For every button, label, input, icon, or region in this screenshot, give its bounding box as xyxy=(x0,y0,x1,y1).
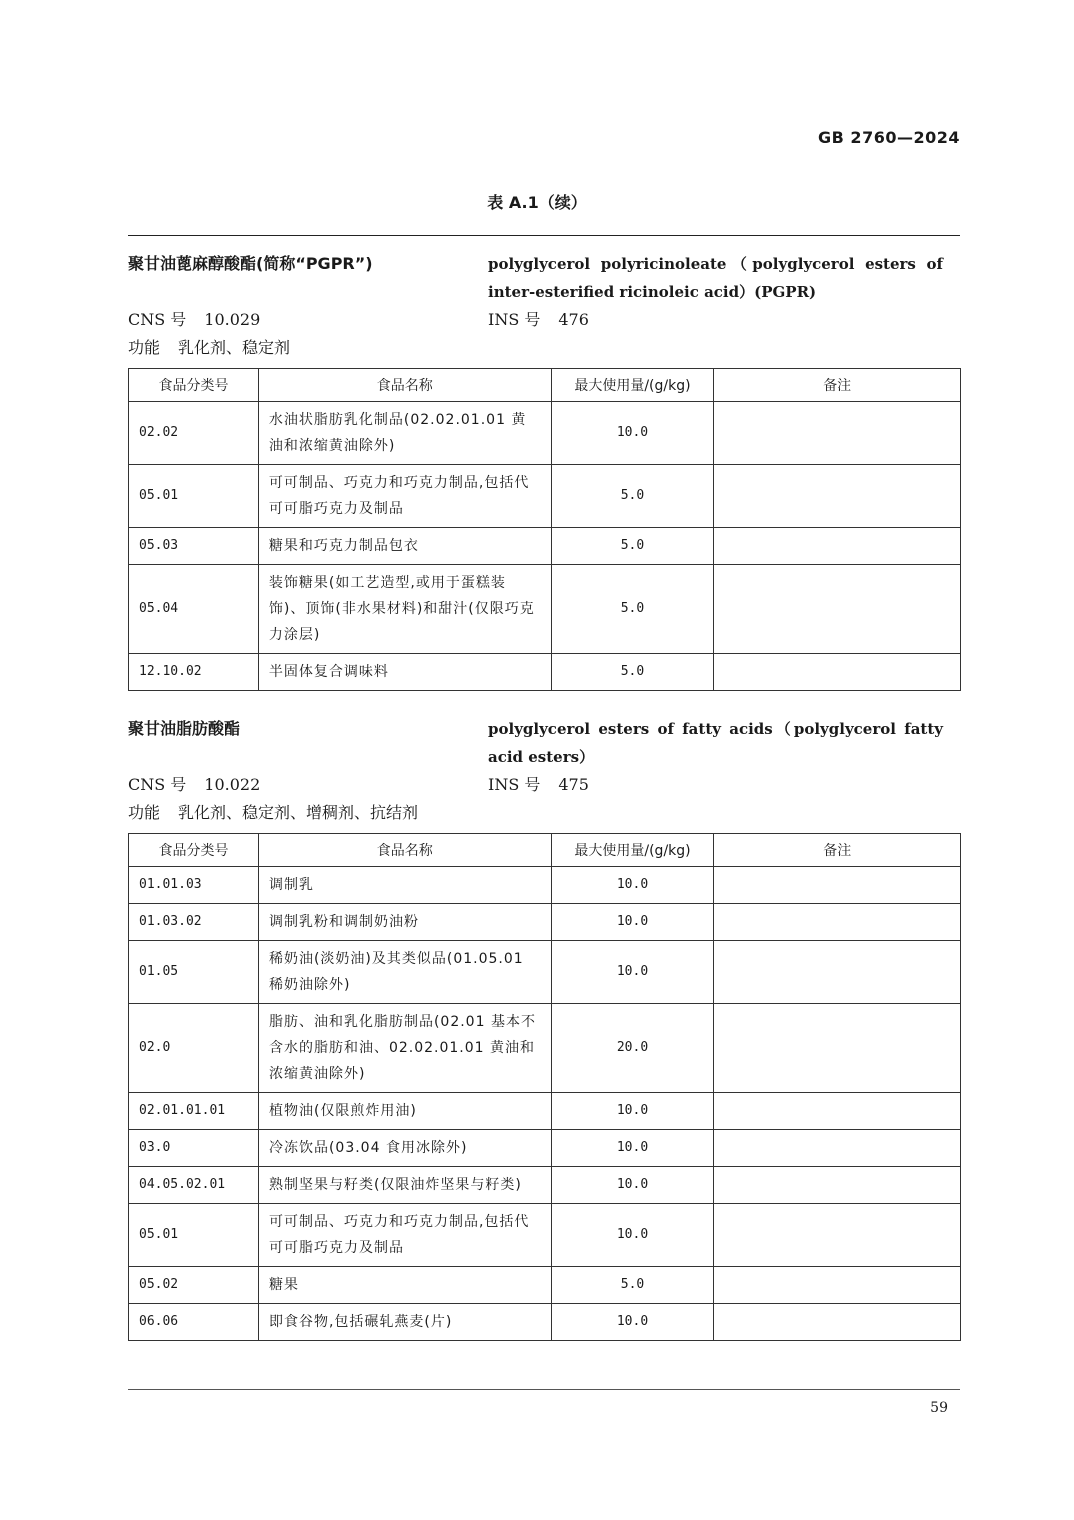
page-number: 59 xyxy=(930,1400,948,1416)
food-code: 06.06 xyxy=(129,1304,259,1341)
max-usage: 20.0 xyxy=(551,1004,714,1093)
note xyxy=(714,565,961,654)
food-code: 12.10.02 xyxy=(129,654,259,691)
function-line: 功能 乳化剂、稳定剂、增稠剂、抗结剂 xyxy=(128,803,419,822)
food-name: 稀奶油(淡奶油)及其类似品(01.05.01 稀奶油除外) xyxy=(258,941,551,1004)
col-header-code: 食品分类号 xyxy=(129,369,259,402)
food-name: 糖果和巧克力制品包衣 xyxy=(258,528,551,565)
food-name: 糖果 xyxy=(258,1267,551,1304)
table-row xyxy=(129,565,961,654)
table-row xyxy=(129,1204,961,1267)
note xyxy=(714,1130,961,1167)
food-code: 05.04 xyxy=(129,565,259,654)
ins-number: INS 号 476 xyxy=(488,310,589,329)
table-row xyxy=(129,1167,961,1204)
table-row xyxy=(129,1130,961,1167)
food-code: 04.05.02.01 xyxy=(129,1167,259,1204)
usage-table-pgfe xyxy=(128,833,961,1341)
col-header-food: 食品名称 xyxy=(258,369,551,402)
note xyxy=(714,1167,961,1204)
food-name: 可可制品、巧克力和巧克力制品,包括代可可脂巧克力及制品 xyxy=(258,1204,551,1267)
food-code: 05.03 xyxy=(129,528,259,565)
note xyxy=(714,402,961,465)
note xyxy=(714,1004,961,1093)
bottom-rule xyxy=(128,1389,960,1390)
table-header-row xyxy=(129,369,961,402)
top-rule xyxy=(128,235,960,236)
max-usage: 5.0 xyxy=(551,565,714,654)
table-row xyxy=(129,654,961,691)
table-row xyxy=(129,1304,961,1341)
note xyxy=(714,654,961,691)
food-name: 脂肪、油和乳化脂肪制品(02.01 基本不含水的脂肪和油、02.02.01.01 黄油和浓缩黄油除外) xyxy=(258,1004,551,1093)
food-code: 05.01 xyxy=(129,1204,259,1267)
food-name: 调制乳粉和调制奶油粉 xyxy=(258,904,551,941)
food-name: 半固体复合调味料 xyxy=(258,654,551,691)
food-name: 即食谷物,包括碾轧燕麦(片) xyxy=(258,1304,551,1341)
col-header-note: 备注 xyxy=(714,834,961,867)
food-code: 02.02 xyxy=(129,402,259,465)
note xyxy=(714,1267,961,1304)
food-code: 01.03.02 xyxy=(129,904,259,941)
col-header-code: 食品分类号 xyxy=(129,834,259,867)
table-row xyxy=(129,1267,961,1304)
additive-header-pgpr xyxy=(128,250,960,362)
max-usage: 10.0 xyxy=(551,1093,714,1130)
note xyxy=(714,528,961,565)
additive-en-name: polyglycerol esters of fatty acids（polyglycerol fatty acid esters） xyxy=(488,720,943,766)
note xyxy=(714,1204,961,1267)
note xyxy=(714,1093,961,1130)
additive-en-name: polyglycerol polyricinoleate（polyglycerol esters of inter-esterified ricinoleic acid）(PGPR) xyxy=(488,255,943,301)
table-header-row xyxy=(129,834,961,867)
col-header-max: 最大使用量/(g/kg) xyxy=(551,834,714,867)
table-row xyxy=(129,528,961,565)
table-row xyxy=(129,941,961,1004)
table-row xyxy=(129,904,961,941)
food-name: 可可制品、巧克力和巧克力制品,包括代可可脂巧克力及制品 xyxy=(258,465,551,528)
cns-number: CNS 号 10.029 xyxy=(128,310,261,329)
food-code: 01.05 xyxy=(129,941,259,1004)
col-header-max: 最大使用量/(g/kg) xyxy=(551,369,714,402)
additive-zh-name: 聚甘油脂肪酸酯 xyxy=(128,719,241,738)
food-name: 植物油(仅限煎炸用油) xyxy=(258,1093,551,1130)
food-code: 02.0 xyxy=(129,1004,259,1093)
table-row xyxy=(129,402,961,465)
max-usage: 10.0 xyxy=(551,867,714,904)
function-line: 功能 乳化剂、稳定剂 xyxy=(128,338,291,357)
food-code: 05.01 xyxy=(129,465,259,528)
table-row xyxy=(129,1004,961,1093)
food-code: 03.0 xyxy=(129,1130,259,1167)
max-usage: 5.0 xyxy=(551,654,714,691)
col-header-food: 食品名称 xyxy=(258,834,551,867)
additive-header-pgfe xyxy=(128,715,960,827)
food-code: 02.01.01.01 xyxy=(129,1093,259,1130)
max-usage: 5.0 xyxy=(551,465,714,528)
ins-number: INS 号 475 xyxy=(488,775,589,794)
max-usage: 5.0 xyxy=(551,1267,714,1304)
note xyxy=(714,465,961,528)
table-caption: 表 A.1（续） xyxy=(487,193,587,212)
usage-table-pgpr xyxy=(128,368,961,691)
note xyxy=(714,867,961,904)
standard-code: GB 2760—2024 xyxy=(818,128,960,147)
max-usage: 10.0 xyxy=(551,1167,714,1204)
note xyxy=(714,941,961,1004)
max-usage: 10.0 xyxy=(551,1304,714,1341)
food-name: 熟制坚果与籽类(仅限油炸坚果与籽类) xyxy=(258,1167,551,1204)
max-usage: 10.0 xyxy=(551,1204,714,1267)
food-name: 调制乳 xyxy=(258,867,551,904)
max-usage: 10.0 xyxy=(551,1130,714,1167)
table-row xyxy=(129,867,961,904)
food-code: 01.01.03 xyxy=(129,867,259,904)
note xyxy=(714,904,961,941)
food-code: 05.02 xyxy=(129,1267,259,1304)
note xyxy=(714,1304,961,1341)
cns-number: CNS 号 10.022 xyxy=(128,775,261,794)
additive-zh-name: 聚甘油蓖麻醇酸酯(简称“PGPR”) xyxy=(128,254,373,273)
max-usage: 5.0 xyxy=(551,528,714,565)
table-row xyxy=(129,1093,961,1130)
max-usage: 10.0 xyxy=(551,941,714,1004)
col-header-note: 备注 xyxy=(714,369,961,402)
max-usage: 10.0 xyxy=(551,904,714,941)
max-usage: 10.0 xyxy=(551,402,714,465)
food-name: 装饰糖果(如工艺造型,或用于蛋糕装饰)、顶饰(非水果材料)和甜汁(仅限巧克力涂层) xyxy=(258,565,551,654)
food-name: 冷冻饮品(03.04 食用冰除外) xyxy=(258,1130,551,1167)
food-name: 水油状脂肪乳化制品(02.02.01.01 黄油和浓缩黄油除外) xyxy=(258,402,551,465)
table-row xyxy=(129,465,961,528)
